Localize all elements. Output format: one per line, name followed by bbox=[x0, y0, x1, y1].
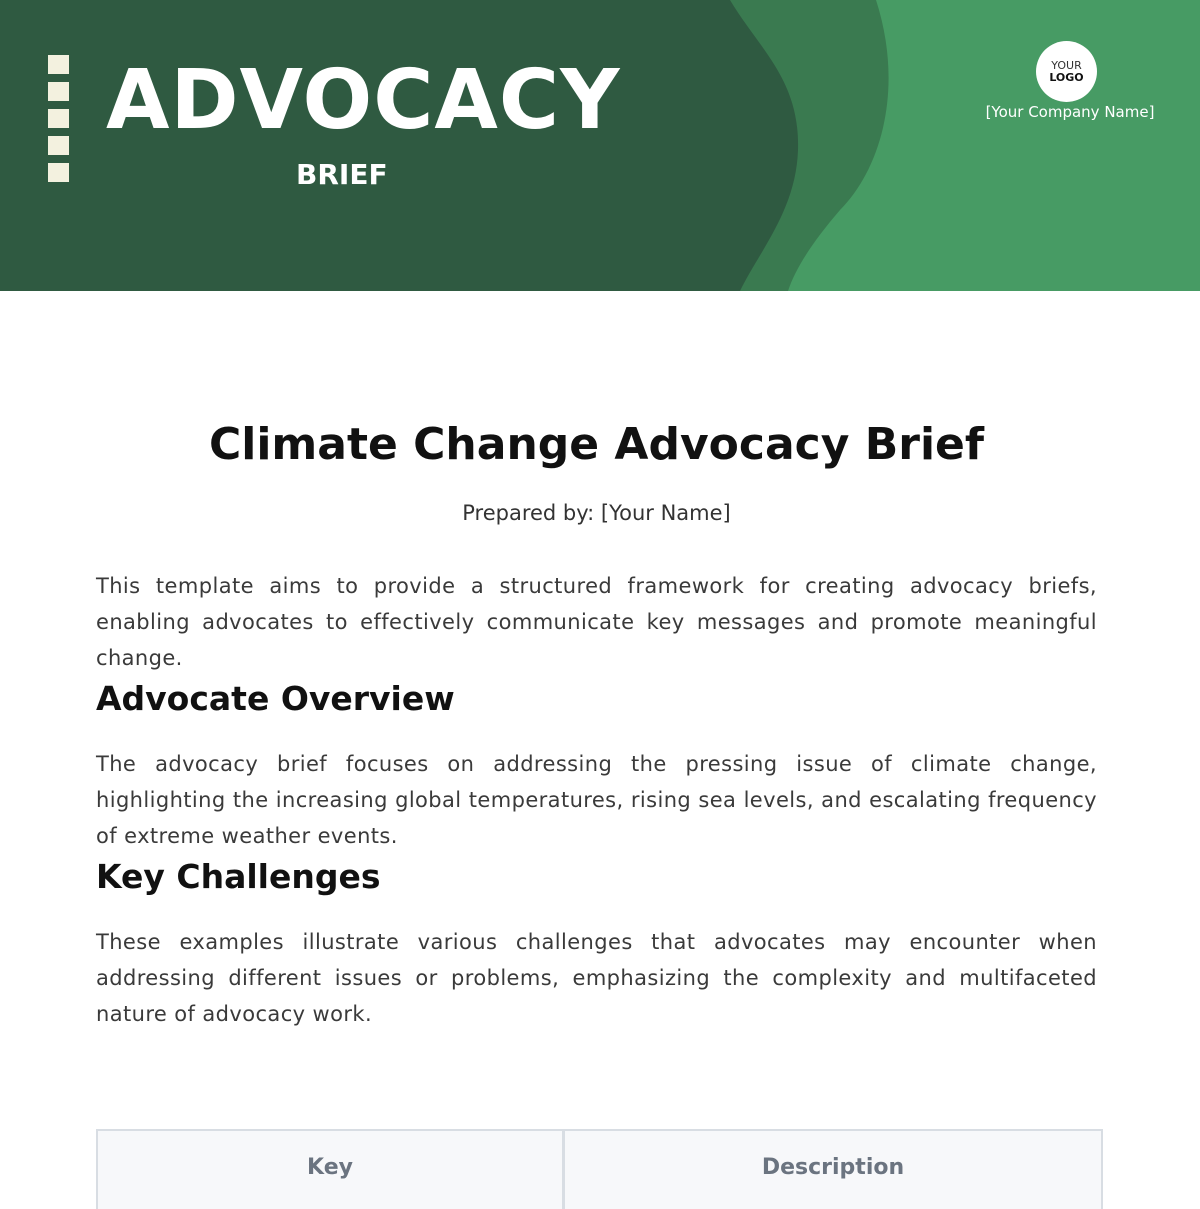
logo-text-top: YOUR bbox=[1051, 58, 1082, 72]
challenges-table bbox=[96, 1129, 1103, 1209]
brand-title: ADVOCACY bbox=[106, 53, 621, 148]
document-title: Climate Change Advocacy Brief bbox=[208, 419, 985, 470]
logo-text-bottom: LOGO bbox=[1049, 70, 1084, 84]
company-name: [Your Company Name] bbox=[985, 103, 1155, 121]
decorative-squares bbox=[48, 55, 69, 190]
table-header-description: Description bbox=[761, 1155, 905, 1180]
company-logo bbox=[1036, 41, 1097, 102]
section-text-overview: The advocacy brief focuses on addressing the pressing issue of climate change, highlighting the increasing global temperatures, rising sea levels, and escalating frequency of extreme weather events. bbox=[96, 752, 1097, 848]
section-heading-challenges: Key Challenges bbox=[96, 857, 381, 896]
brand-subtitle: BRIEF bbox=[296, 158, 388, 191]
table-header-key: Key bbox=[98, 1131, 565, 1209]
section-heading-overview: Advocate Overview bbox=[96, 679, 455, 718]
section-text-challenges: These examples illustrate various challenges that advocates may encounter when addressing different issues or problems, emphasizing the complexity and multifaceted nature of advocacy work. bbox=[96, 930, 1097, 1026]
document-body bbox=[96, 410, 1097, 1032]
header-banner bbox=[0, 0, 1200, 291]
prepared-by: Prepared by: [Your Name] bbox=[462, 501, 731, 525]
intro-paragraph: This template aims to provide a structured framework for creating advocacy briefs, enabling advocates to effectively communicate key messages and promote meaningful change. bbox=[96, 574, 1097, 670]
